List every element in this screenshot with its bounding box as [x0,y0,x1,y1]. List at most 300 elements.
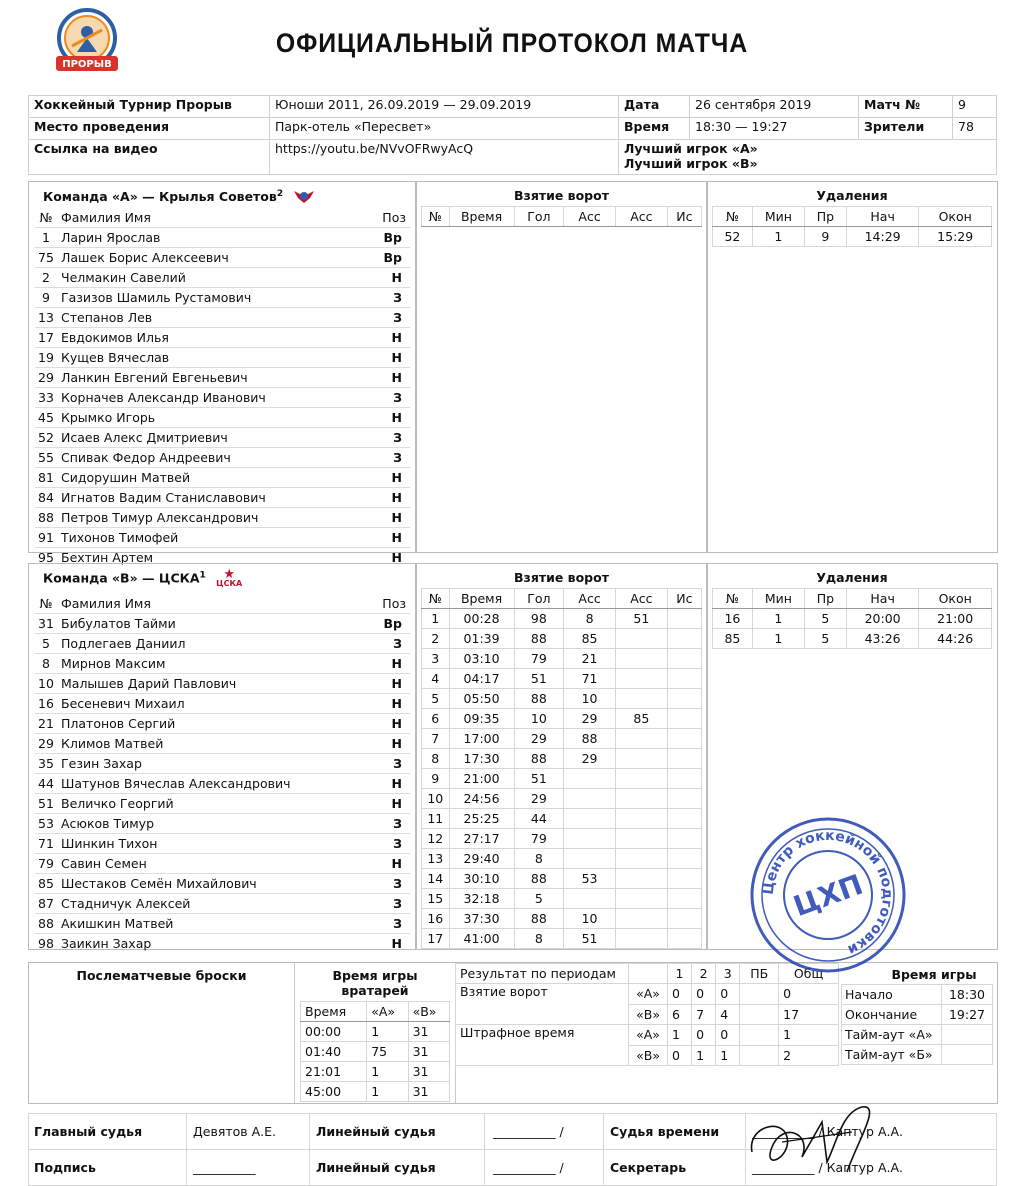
penalty-player: 16 [713,609,753,629]
wings-logo-icon [293,188,315,207]
period-value [740,1045,779,1066]
period-value: 0 [667,984,691,1005]
goal-scorer: 88 [514,909,564,929]
goal-row [422,929,702,949]
period-results-table [455,963,839,1066]
goal-time: 09:35 [449,709,514,729]
player-number: 45 [35,408,57,428]
player-name: Асюков Тимур [57,814,373,834]
goal-number: 12 [422,829,450,849]
player-name: Малышев Дарий Павлович [57,674,373,694]
player-name: Бибулатов Тайми [57,614,373,634]
period-value: 0 [779,984,839,1005]
goal-number: 2 [422,629,450,649]
penalty-player: 52 [713,227,753,247]
period-header-row [456,964,839,984]
goal-time: 17:30 [449,749,514,769]
period-value [740,1004,779,1025]
goal-time: 32:18 [449,889,514,909]
player-row [35,408,410,428]
goalie-a: 75 [367,1042,408,1062]
goal-situation [667,769,701,789]
player-number: 52 [35,428,57,448]
penalty-col-header: Нач [846,207,919,227]
player-number: 88 [35,914,57,934]
player-number: 29 [35,368,57,388]
goals-col-header: Асс [615,589,667,609]
goalie-time: 00:00 [301,1022,367,1042]
line-judge-2-label: Линейный судья [310,1150,485,1186]
line-judge-1-value: __________ / [485,1114,604,1150]
goals-col-header: № [422,207,450,227]
goalie-time: 21:01 [301,1062,367,1082]
goal-number: 4 [422,669,450,689]
team-b-player-table [35,594,410,953]
timekeeper-label: Судья времени [604,1114,746,1150]
penalty-col-header: Пр [804,589,846,609]
spectators-label: Зрители [859,118,953,140]
goal-assist-2 [615,809,667,829]
period-value: 0 [667,1045,691,1066]
team-b-penalties-table [712,588,992,649]
goal-time: 21:00 [449,769,514,789]
period-value: 17 [779,1004,839,1025]
goal-number: 6 [422,709,450,729]
penalty-start: 14:29 [846,227,919,247]
period-row [456,984,839,1005]
time-value: 18:30 — 19:27 [690,118,859,140]
player-name: Ларин Ярослав [57,228,369,248]
player-row [35,854,410,874]
match-number-value: 9 [953,96,997,118]
player-row [35,488,410,508]
goal-time: 27:17 [449,829,514,849]
period-row-label: Взятие ворот [456,984,629,1025]
goal-scorer: 79 [514,829,564,849]
goal-situation [667,709,701,729]
player-position: Н [373,854,410,874]
period-row-label: Штрафное время [456,1025,629,1066]
goalie-time-title: Время игры вратарей [332,968,418,998]
period-row [456,1025,839,1046]
goal-assist-1 [564,809,616,829]
match-number-label: Матч № [859,96,953,118]
goals-col-header: Асс [564,207,616,227]
player-name: Корначев Александр Иванович [57,388,369,408]
period-value: 2 [779,1045,839,1066]
player-position: Вр [373,614,410,634]
player-position: З [373,874,410,894]
goal-scorer: 29 [514,729,564,749]
player-row [35,754,410,774]
team-a-goals-table [421,206,702,227]
goal-assist-2 [615,929,667,949]
goal-assist-2 [615,849,667,869]
goal-row [422,829,702,849]
player-name: Челмакин Савелий [57,268,369,288]
goal-assist-1: 10 [564,689,616,709]
player-row [35,874,410,894]
goal-number: 13 [422,849,450,869]
goal-scorer: 98 [514,609,564,629]
team-b-penalties-title: Удаления [816,570,888,585]
player-position: Н [373,714,410,734]
player-row [35,328,410,348]
player-name: Кущев Вячеслав [57,348,369,368]
team-b-goals-title: Взятие ворот [514,570,609,585]
goal-number: 11 [422,809,450,829]
goal-number: 1 [422,609,450,629]
goal-scorer: 88 [514,869,564,889]
goalie-time-section [294,963,456,1103]
goal-situation [667,809,701,829]
goal-row [422,849,702,869]
goal-row [422,909,702,929]
player-position: Н [373,694,410,714]
player-row [35,248,410,268]
penalty-header-row [713,207,992,227]
goalie-a: 1 [367,1022,408,1042]
goal-assist-2 [615,789,667,809]
goal-scorer: 79 [514,649,564,669]
player-number: 55 [35,448,57,468]
match-info-table [28,95,997,175]
penalty-start: 20:00 [846,609,919,629]
player-position: Вр [369,248,410,268]
player-name: Стадничук Алексей [57,894,373,914]
player-row [35,894,410,914]
goal-scorer: 88 [514,629,564,649]
player-name: Евдокимов Илья [57,328,369,348]
line-judge-2-value: __________ / [485,1150,604,1186]
player-number: 5 [35,634,57,654]
player-name: Величко Георгий [57,794,373,814]
player-number: 2 [35,268,57,288]
player-row [35,794,410,814]
goals-col-header: Ис [667,207,701,227]
goal-time: 37:30 [449,909,514,929]
time-label: Время [619,118,690,140]
goal-situation [667,749,701,769]
goal-number: 5 [422,689,450,709]
player-position: Н [373,794,410,814]
goal-number: 7 [422,729,450,749]
stamp-ring-text: Центр хоккейной подготовки [760,827,896,958]
goal-assist-1 [564,829,616,849]
team-a-penalties-table [712,206,992,247]
period-team-label: «В» [629,1004,668,1025]
goal-assist-2 [615,629,667,649]
player-name: Мирнов Максим [57,654,373,674]
goal-assist-2 [615,769,667,789]
period-col-header: Общ [779,964,839,984]
secretary-label: Секретарь [604,1150,746,1186]
goalie-b: 31 [408,1022,449,1042]
goals-col-header: Гол [514,589,564,609]
goal-assist-2 [615,889,667,909]
goal-assist-2: 51 [615,609,667,629]
goalie-b: 31 [408,1042,449,1062]
period-team-label: «А» [629,984,668,1005]
player-position: Н [369,268,410,288]
team-b-title: Команда «В» — ЦСКА$^1$ ★ ЦСКА [43,567,243,588]
player-position: Н [373,734,410,754]
penalty-col-header: № [713,589,753,609]
period-value: 1 [692,1045,716,1066]
player-number: 98 [35,934,57,954]
goalie-time: 01:40 [301,1042,367,1062]
goal-time: 29:40 [449,849,514,869]
goal-time: 25:25 [449,809,514,829]
player-number: 75 [35,248,57,268]
player-row [35,774,410,794]
secretary-value: __________ / Каптур А.А. [746,1150,997,1186]
goal-assist-1: 53 [564,869,616,889]
team-b-penalties-panel [706,563,998,950]
goalie-time-table [300,1001,450,1102]
col-num-header: № [39,596,53,611]
player-row [35,348,410,368]
goal-scorer: 88 [514,689,564,709]
game-time-section [841,963,997,1065]
period-col-header: 2 [692,964,716,984]
player-row [35,508,410,528]
team-a-penalties-panel [706,181,998,553]
penalty-row [713,227,992,247]
penalty-header-row [713,589,992,609]
logo-ribbon-text: ПРОРЫВ [62,59,112,70]
goal-situation [667,669,701,689]
summary-panel [28,962,998,1104]
goal-time: 01:39 [449,629,514,649]
player-row [35,634,410,654]
date-value: 26 сентября 2019 [690,96,859,118]
penalty-row [713,629,992,649]
player-row [35,388,410,408]
page-title: ОФИЦИАЛЬНЫЙ ПРОТОКОЛ МАТЧА [275,28,749,58]
team-a-goals-title: Взятие ворот [514,188,609,203]
goalie-a: 1 [367,1062,408,1082]
timeout-b-label: Тайм-аут «Б» [842,1045,942,1065]
period-value: 0 [716,984,740,1005]
goal-assist-1 [564,889,616,909]
goal-assist-1: 88 [564,729,616,749]
player-name: Сидорушин Матвей [57,468,369,488]
player-number: 51 [35,794,57,814]
goals-col-header: Время [449,589,514,609]
player-number: 35 [35,754,57,774]
player-name: Газизов Шамиль Рустамович [57,288,369,308]
player-row [35,308,410,328]
col-name-header: Фамилия Имя [61,596,151,611]
penalty-minutes: 1 [752,629,804,649]
goal-assist-1: 29 [564,709,616,729]
penalty-col-header: Мин [752,207,804,227]
player-position: Н [369,548,410,568]
team-a-roster [28,181,417,565]
player-position: Вр [369,228,410,248]
penalty-reason: 9 [804,227,846,247]
player-row [35,288,410,308]
period-value: 4 [716,1004,740,1025]
goal-situation [667,929,701,949]
chief-referee-label: Главный судья [29,1114,187,1150]
goal-scorer: 51 [514,769,564,789]
goal-situation [667,689,701,709]
team-b-goals-panel [415,563,708,950]
player-number: 71 [35,834,57,854]
goal-scorer: 5 [514,889,564,909]
period-value [740,984,779,1005]
player-position: Н [373,654,410,674]
tournament-value: Юноши 2011, 26.09.2019 — 29.09.2019 [270,96,619,118]
penalty-end: 44:26 [919,629,992,649]
player-row [35,228,410,248]
goal-situation [667,869,701,889]
goal-assist-1: 8 [564,609,616,629]
goal-assist-1: 29 [564,749,616,769]
player-name: Исаев Алекс Дмитриевич [57,428,369,448]
player-name: Степанов Лев [57,308,369,328]
player-position: З [373,834,410,854]
game-time-title: Время игры [891,967,977,982]
venue-value: Парк-отель «Пересвет» [270,118,619,140]
spectators-value: 78 [953,118,997,140]
penalty-reason: 5 [804,629,846,649]
period-team-label: «А» [629,1025,668,1046]
period-value: 6 [667,1004,691,1025]
goal-scorer: 8 [514,849,564,869]
player-number: 13 [35,308,57,328]
goal-row [422,669,702,689]
goal-scorer: 8 [514,929,564,949]
player-position: Н [369,468,410,488]
video-label: Ссылка на видео [29,140,270,175]
col-name-header: Фамилия Имя [61,210,151,225]
player-position: З [369,288,410,308]
player-number: 10 [35,674,57,694]
goal-assist-1 [564,789,616,809]
goal-assist-1: 21 [564,649,616,669]
player-name: Игнатов Вадим Станиславович [57,488,369,508]
goalie-col-header: Время [301,1002,367,1022]
player-number: 16 [35,694,57,714]
goal-row [422,769,702,789]
player-number: 19 [35,348,57,368]
player-name: Петров Тимур Александрович [57,508,369,528]
period-col-header: ПБ [740,964,779,984]
goal-assist-2 [615,869,667,889]
goal-number: 14 [422,869,450,889]
penalty-row [713,609,992,629]
game-time-table [841,984,993,1065]
goal-time: 30:10 [449,869,514,889]
penalty-col-header: № [713,207,753,227]
col-pos-header: Поз [382,210,406,225]
player-name: Тихонов Тимофей [57,528,369,548]
goals-col-header: Гол [514,207,564,227]
venue-label: Место проведения [29,118,270,140]
period-col-header: 3 [716,964,740,984]
player-row [35,734,410,754]
period-value [740,1025,779,1046]
signature-value: __________ [187,1150,310,1186]
player-position: Н [373,774,410,794]
player-number: 87 [35,894,57,914]
player-position: Н [369,328,410,348]
player-number: 31 [35,614,57,634]
player-row [35,448,410,468]
player-row [35,268,410,288]
penalty-col-header: Окон [919,589,992,609]
goal-situation [667,649,701,669]
period-value: 1 [779,1025,839,1046]
goal-row [422,789,702,809]
goal-assist-2 [615,669,667,689]
stamp-center-text: ЦХП [789,867,868,924]
player-name: Крымко Игорь [57,408,369,428]
goal-row [422,649,702,669]
goal-number: 16 [422,909,450,929]
date-label: Дата [619,96,690,118]
penalty-reason: 5 [804,609,846,629]
player-name: Бехтин Артем [57,548,369,568]
player-position: Н [373,934,410,954]
goal-assist-2 [615,749,667,769]
goal-time: 17:00 [449,729,514,749]
penalty-col-header: Окон [919,207,992,227]
player-number: 85 [35,874,57,894]
player-position: З [373,634,410,654]
period-value: 1 [667,1025,691,1046]
player-position: З [369,448,410,468]
goal-situation [667,829,701,849]
game-end-value: 19:27 [942,1005,993,1025]
penalty-end: 15:29 [919,227,992,247]
player-name: Платонов Сергий [57,714,373,734]
penalty-minutes: 1 [752,227,804,247]
goal-time: 00:28 [449,609,514,629]
goal-number: 17 [422,929,450,949]
penalty-player: 85 [713,629,753,649]
video-link[interactable]: https://youtu.be/NVvOFRwyAcQ [270,140,619,175]
goal-assist-1: 85 [564,629,616,649]
player-row [35,468,410,488]
player-row [35,428,410,448]
goal-row [422,889,702,909]
penalty-col-header: Пр [804,207,846,227]
player-number: 79 [35,854,57,874]
period-value: 7 [692,1004,716,1025]
line-judge-1-label: Линейный судья [310,1114,485,1150]
goal-number: 10 [422,789,450,809]
player-number: 88 [35,508,57,528]
chief-referee-value: Девятов А.Е. [187,1114,310,1150]
tournament-label: Хоккейный Турнир Прорыв [29,96,270,118]
goal-number: 8 [422,749,450,769]
goals-col-header: Время [449,207,514,227]
player-row [35,368,410,388]
player-number: 17 [35,328,57,348]
penalty-end: 21:00 [919,609,992,629]
col-num-header: № [39,210,53,225]
goal-scorer: 29 [514,789,564,809]
player-number: 95 [35,548,57,568]
timekeeper-value: __________ / Каптур А.А. [746,1114,997,1150]
player-row [35,914,410,934]
player-name: Спивак Федор Андреевич [57,448,369,468]
goal-assist-2 [615,729,667,749]
